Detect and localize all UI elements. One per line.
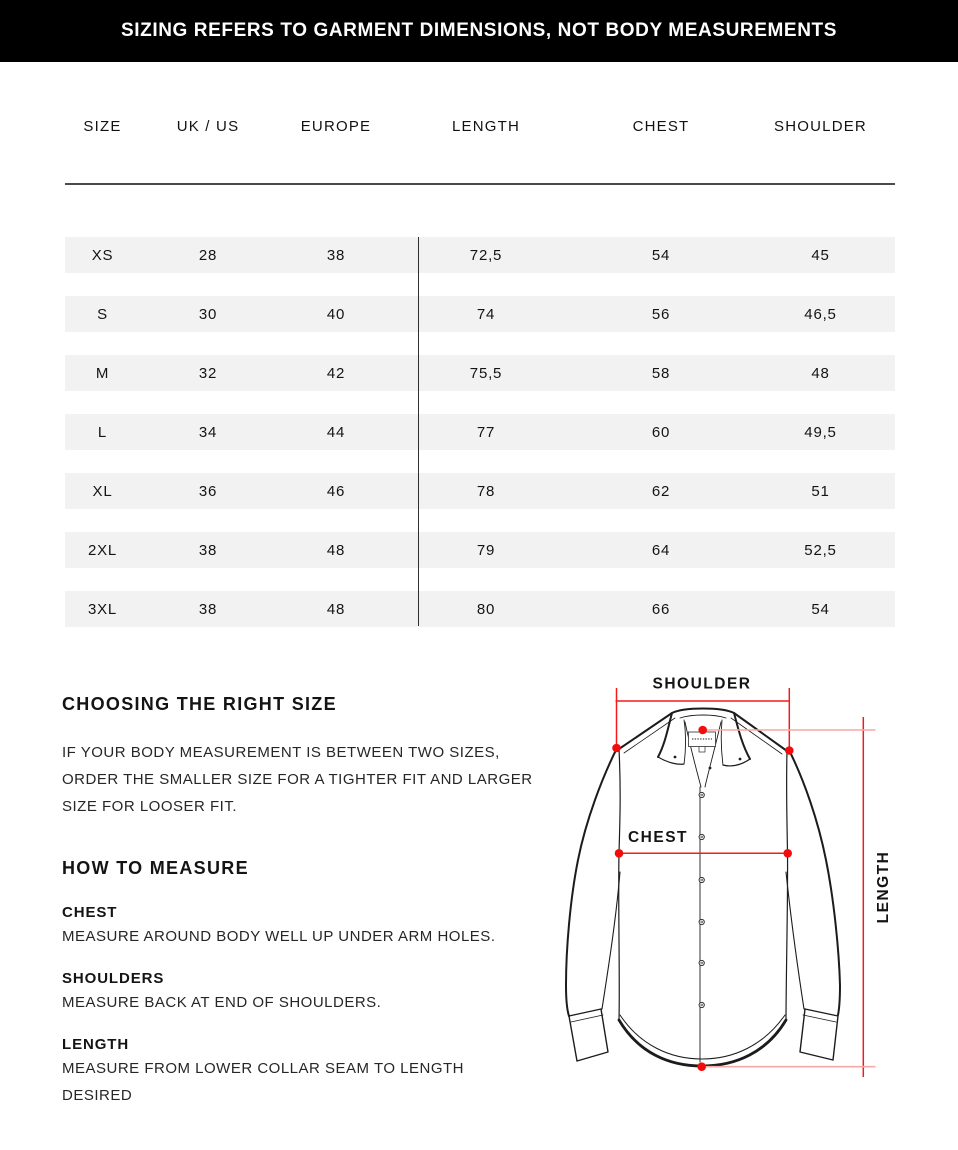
table-cell: 54 [811,600,830,618]
diagram-chest-label: CHEST [627,829,689,846]
table-cell: 60 [651,423,671,441]
table-cell: XS [91,246,114,264]
diagram-length-label: LENGTH [875,850,892,924]
table-cell: 48 [326,541,346,559]
column-header: UK / US [176,117,240,135]
table-cell: 34 [198,423,218,441]
table-cell: 42 [326,364,346,382]
table-cell: 75,5 [469,364,503,382]
table-row [65,473,895,509]
column-header: SIZE [83,117,122,135]
size-table-rows [65,237,895,650]
table-cell: 40 [326,305,346,323]
table-cell: 44 [326,423,346,441]
table-cell: 46,5 [804,305,837,323]
table-cell: 38 [198,600,218,618]
banner-text: SIZING REFERS TO GARMENT DIMENSIONS, NOT BODY MEASUREMENTS [120,20,838,41]
table-cell: 79 [476,541,496,559]
measure-item-text: MEASURE BACK AT END OF SHOULDERS. [62,994,382,1011]
table-cell: L [97,423,108,441]
table-cell: 54 [651,246,671,264]
measure-item-chest [62,903,537,950]
table-cell: 52,5 [804,541,837,559]
column-header: LENGTH [451,117,521,135]
shirt-diagram-svg [550,660,958,1100]
table-header-rule [65,183,895,185]
table-row [65,237,895,273]
measure-item-label: LENGTH [62,1036,130,1053]
table-cell: 48 [811,364,830,382]
measure-item-shoulders [62,969,537,1016]
table-cell: 36 [198,482,218,500]
column-header: EUROPE [300,117,372,135]
table-cell: 45 [811,246,830,264]
table-row [65,414,895,450]
table-cell: XL [92,482,113,500]
measure-item-text: MEASURE AROUND BODY WELL UP UNDER ARM HOLES. [62,928,496,945]
table-cell: 2XL [87,541,118,559]
column-header: SHOULDER [774,117,867,135]
table-cell: 72,5 [469,246,503,264]
table-cell: 78 [476,482,496,500]
table-cell: 48 [326,600,346,618]
table-row [65,355,895,391]
table-row [65,296,895,332]
shirt-measure-diagram [550,660,958,1100]
shirt-line-art [566,709,840,1067]
size-table-header [65,110,895,142]
measure-dots [612,726,793,1071]
measure-item-label: CHEST [62,904,118,921]
table-cell: 51 [811,482,830,500]
choosing-size-heading: CHOOSING THE RIGHT SIZE [62,694,337,714]
choosing-size-body: IF YOUR BODY MEASUREMENT IS BETWEEN TWO SIZES, ORDER THE SMALLER SIZE FOR A TIGHTER FIT AND LARGER SIZE FOR LOOSER FIT. [62,744,533,815]
table-cell: 64 [651,541,671,559]
how-to-measure-heading: HOW TO MEASURE [62,858,249,878]
table-cell: 74 [476,305,496,323]
diagram-shoulder-label: SHOULDER [652,675,752,693]
measure-item-label: SHOULDERS [62,970,165,987]
measure-item-length [62,1035,537,1109]
table-cell: 32 [198,364,218,382]
table-cell: 30 [198,305,218,323]
how-to-measure-list [62,903,537,1109]
table-cell: 38 [198,541,218,559]
table-row [65,532,895,568]
collar-label [689,732,716,752]
banner [0,0,958,62]
table-cell: 77 [476,423,496,441]
table-cell: 38 [326,246,346,264]
table-cell: 46 [326,482,346,500]
table-cell: 58 [651,364,671,382]
table-cell: 66 [651,600,671,618]
table-cell: 49,5 [804,423,837,441]
table-column-divider [418,237,419,626]
table-cell: M [95,364,110,382]
column-header: CHEST [632,117,690,135]
table-row [65,591,895,627]
measure-item-text: MEASURE FROM LOWER COLLAR SEAM TO LENGTH DESIRED [62,1060,465,1104]
table-cell: S [97,305,108,323]
table-cell: 56 [651,305,671,323]
table-cell: 3XL [87,600,118,618]
table-cell: 28 [198,246,218,264]
table-cell: 80 [476,600,496,618]
table-cell: 62 [651,482,671,500]
